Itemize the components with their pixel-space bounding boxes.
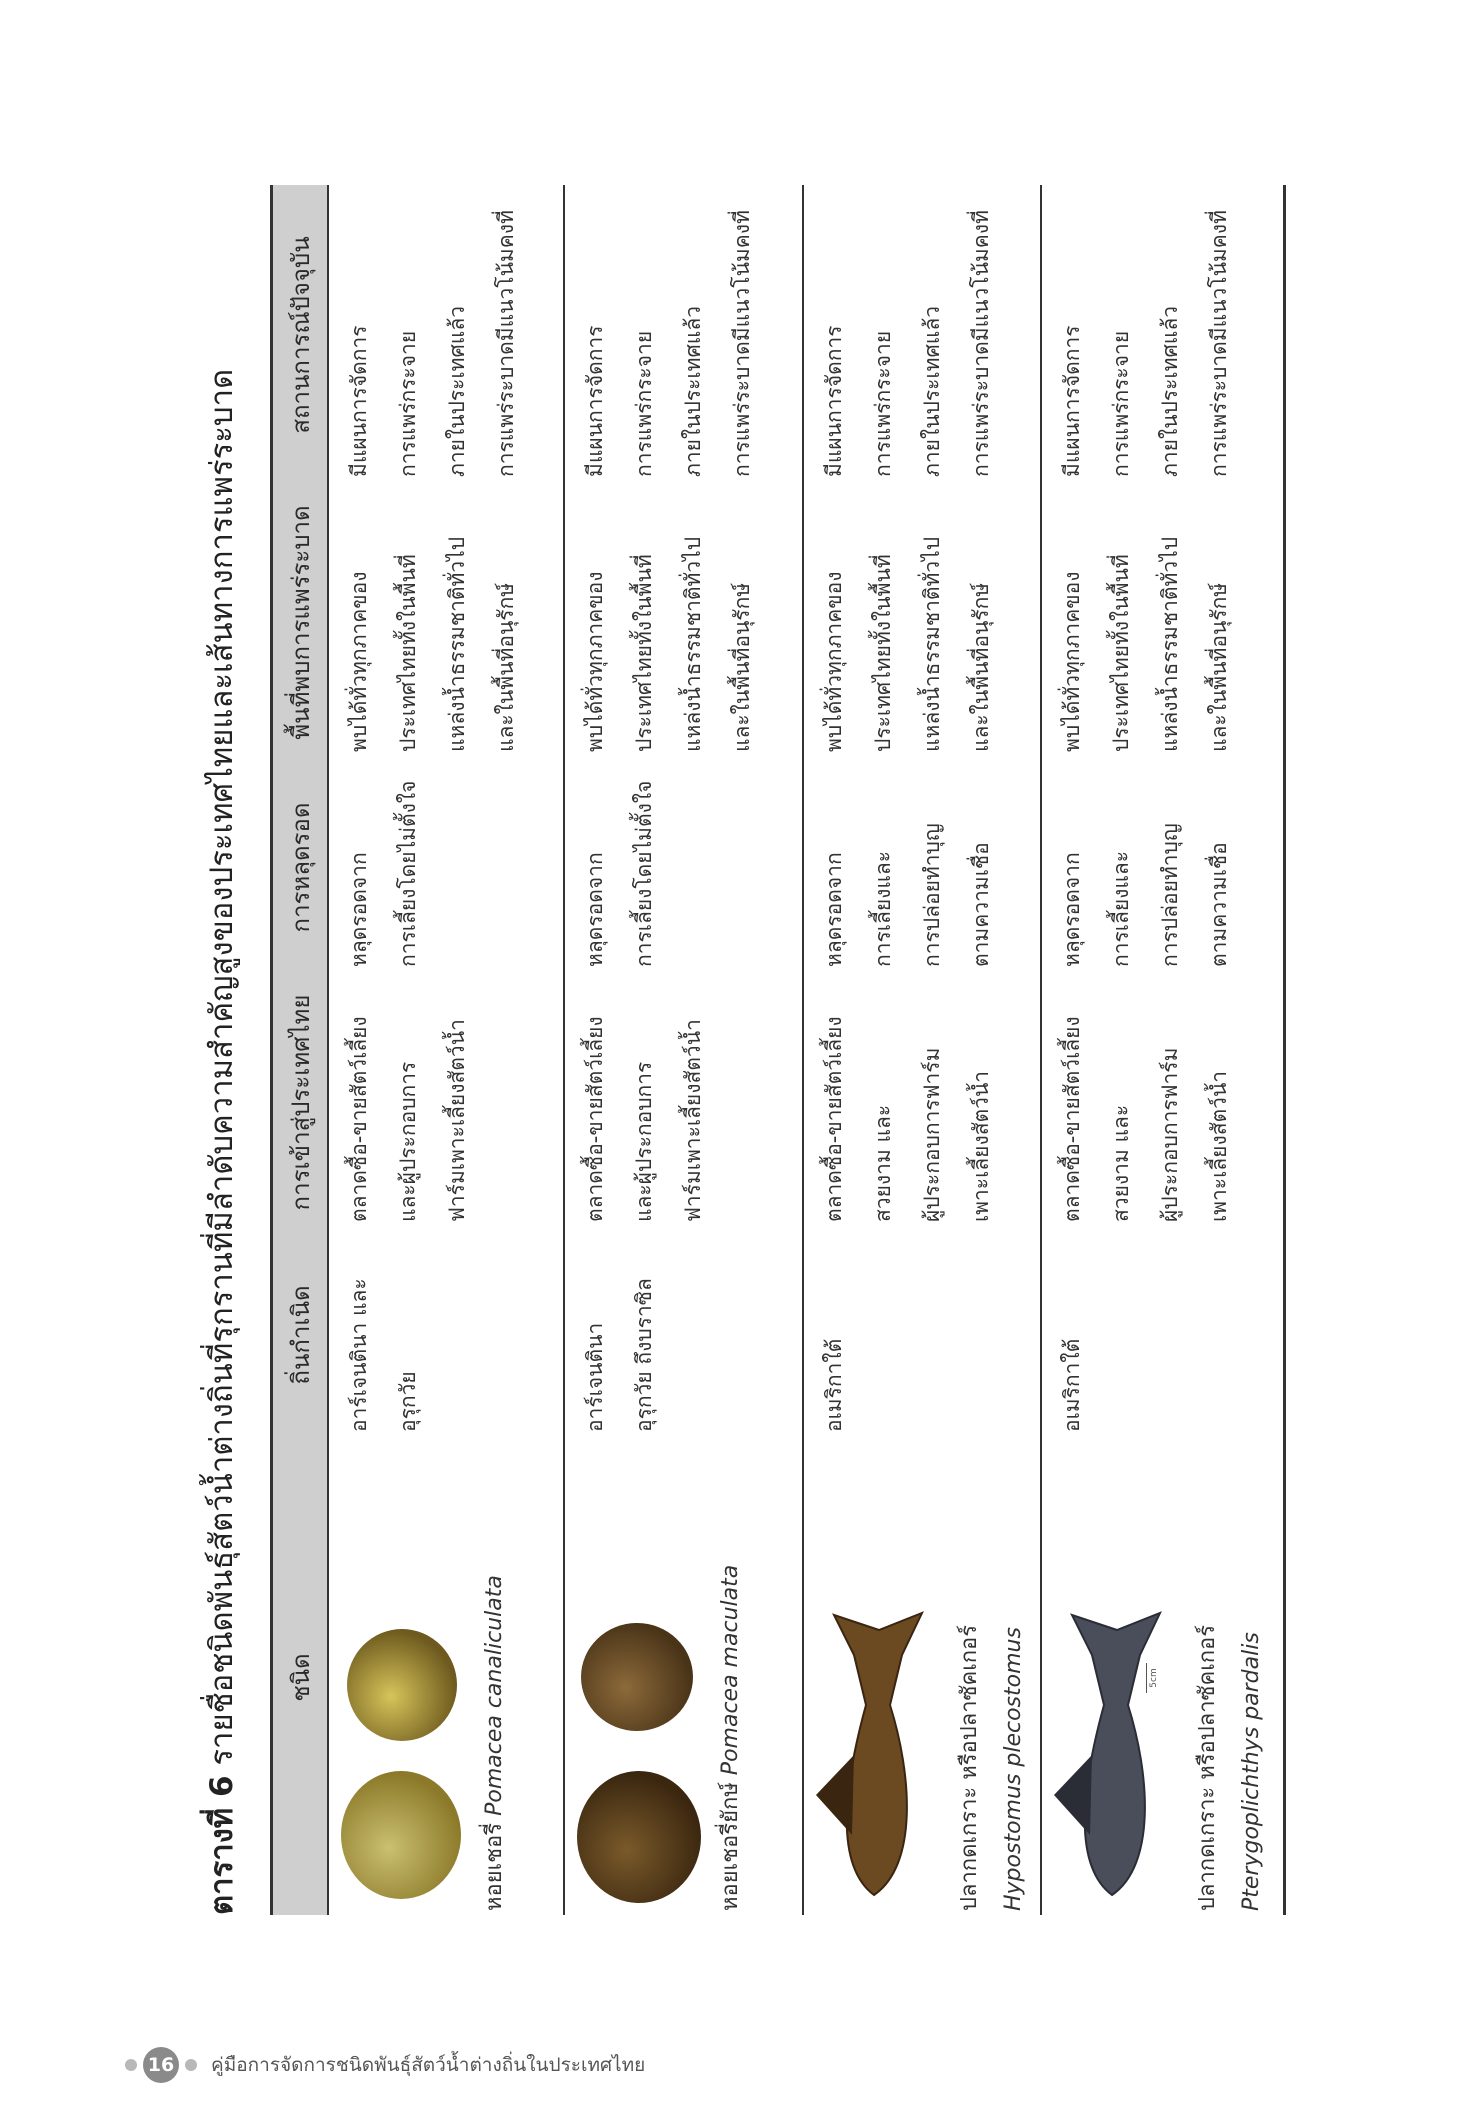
escape-line: การเลี้ยงและ [1109,850,1133,967]
entry-line: สวยงาม และ [871,1104,895,1222]
area-line: แหล่งน้ำธรรมชาติทั่วไป [445,536,469,752]
entry-line: ผู้ประกอบการฟาร์ม [920,1047,944,1222]
entry-cell [564,975,803,1230]
footer-text: คู่มือการจัดการชนิดพันธุ์สัตว์น้ำต่างถิ่นในประเทศไทย [211,2054,646,2076]
status-line: ภายในประเทศแล้ว [681,306,705,477]
origin-line: อุรุกวัย [396,1371,420,1432]
origin-line: อเมริกาใต้ [822,1338,846,1432]
header-escape: การหลุดรอด [272,760,329,975]
header-entry: การเข้าสู่ประเทศไทย [272,975,329,1230]
common-name: ปลากดเกราะ หรือปลาซัคเกอร์ [957,1624,982,1911]
scale-label: 5cm [1146,1663,1160,1693]
status-cell [564,185,803,485]
status-line: การแพร่กระจาย [1109,330,1133,477]
escape-cell [803,760,1041,975]
area-line: ประเทศไทยทั้งในพื้นที่ [632,554,656,752]
area-line: และในพื้นที่อนุรักษ์ [730,582,754,752]
table-caption [190,369,254,1915]
status-cell [803,185,1041,485]
species-photos [571,1448,709,1911]
table-row [1041,185,1284,1915]
species-cell [328,1440,564,1915]
species-cell [803,1440,1041,1915]
status-line: การแพร่ระบาดมีแนวโน้มคงที่ [494,210,518,477]
page-number: 16 [143,2047,179,2083]
escape-cell [564,760,803,975]
escape-line: หลุดรอดจาก [822,852,846,967]
species-name [948,1448,1036,1911]
species-photos [1048,1448,1186,1911]
status-line: มีแผนการจัดการ [1060,325,1084,477]
status-line: ภายในประเทศแล้ว [1158,306,1182,477]
entry-line: ตลาดซื้อ-ขายสัตว์เลี้ยง [347,1016,371,1222]
scientific-name: Pterygoplichthys pardalis [1239,1632,1264,1911]
scientific-name: Hypostomus plecostomus [1001,1627,1026,1911]
area-line: แหล่งน้ำธรรมชาติทั่วไป [681,536,705,752]
entry-cell [1041,975,1284,1230]
escape-line: การเลี้ยงโดยไม่ตั้งใจ [632,780,656,967]
footer-dot [125,2059,137,2071]
table-row [803,185,1041,1915]
area-line: และในพื้นที่อนุรักษ์ [1207,582,1231,752]
entry-line: ผู้ประกอบการฟาร์ม [1158,1047,1182,1222]
status-cell [328,185,564,485]
footer-dot [185,2059,197,2071]
origin-cell [1041,1230,1284,1440]
caption-label: ตารางที่ 6 [204,1775,240,1915]
origin-line: อเมริกาใต้ [1060,1338,1084,1432]
area-line: แหล่งน้ำธรรมชาติทั่วไป [920,536,944,752]
common-name: ปลากดเกราะ หรือปลาซัคเกอร์ [1195,1624,1220,1911]
escape-line: ตามความเชื่อ [1207,842,1231,967]
entry-line: ตลาดซื้อ-ขายสัตว์เลี้ยง [583,1016,607,1222]
area-line: พบได้ทั่วทุกภาคของ [822,571,846,752]
entry-cell [328,975,564,1230]
origin-line: อาร์เจนตินา และ [347,1278,371,1432]
status-line: การแพร่ระบาดมีแนวโน้มคงที่ [969,210,993,477]
status-line: การแพร่กระจาย [871,330,895,477]
rotated-table-block [190,185,1264,1915]
area-cell [328,485,564,760]
species-name [709,1448,753,1911]
status-cell [1041,185,1284,485]
table-row [564,185,803,1915]
snail-photo [581,1623,693,1731]
area-cell [564,485,803,760]
table-row [328,185,564,1915]
species-table [270,185,1286,1915]
snail-photo [341,1771,461,1899]
area-line: พบได้ทั่วทุกภาคของ [1060,571,1084,752]
common-name: หอยเชอรี่ยักษ์ [718,1782,743,1911]
scientific-name: Pomacea canaliculata [482,1575,507,1816]
status-line: การแพร่ระบาดมีแนวโน้มคงที่ [1207,210,1231,477]
entry-line: สวยงาม และ [1109,1104,1133,1222]
origin-line: อุรุกวัย ถึงบราซิล [632,1278,656,1432]
area-line: ประเทศไทยทั้งในพื้นที่ [396,554,420,752]
page-footer [125,2045,645,2085]
entry-cell [803,975,1041,1230]
area-line: แหล่งน้ำธรรมชาติทั่วไป [1158,536,1182,752]
entry-line: เพาะเลี้ยงสัตว์น้ำ [969,1070,993,1222]
entry-line: เพาะเลี้ยงสัตว์น้ำ [1207,1070,1231,1222]
escape-cell [1041,760,1284,975]
scientific-name: Pomacea maculata [718,1564,743,1776]
species-name [1186,1448,1274,1911]
species-cell [564,1440,803,1915]
origin-cell [564,1230,803,1440]
status-line: การแพร่ระบาดมีแนวโน้มคงที่ [730,210,754,477]
status-line: ภายในประเทศแล้ว [920,306,944,477]
status-line: มีแผนการจัดการ [583,325,607,477]
escape-line: การเลี้ยงโดยไม่ตั้งใจ [396,780,420,967]
header-origin: ถิ่นกำเนิด [272,1230,329,1440]
entry-line: ฟาร์มเพาะเลี้ยงสัตว์น้ำ [445,1019,469,1222]
escape-line: การเลี้ยงและ [871,850,895,967]
status-line: ภายในประเทศแล้ว [445,306,469,477]
status-line: มีแผนการจัดการ [822,325,846,477]
origin-cell [803,1230,1041,1440]
entry-line: ตลาดซื้อ-ขายสัตว์เลี้ยง [822,1016,846,1222]
entry-line: ตลาดซื้อ-ขายสัตว์เลี้ยง [1060,1016,1084,1222]
area-line: พบได้ทั่วทุกภาคของ [347,571,371,752]
escape-line: การปล่อยทำบุญ [920,823,944,967]
header-status: สถานการณ์ปัจจุบัน [272,185,329,485]
escape-cell [328,760,564,975]
area-cell [803,485,1041,760]
area-line: พบได้ทั่วทุกภาคของ [583,571,607,752]
species-photos [810,1448,948,1911]
area-line: และในพื้นที่อนุรักษ์ [969,582,993,752]
species-name [473,1448,517,1911]
status-line: มีแผนการจัดการ [347,325,371,477]
escape-line: หลุดรอดจาก [347,852,371,967]
caption-text: รายชื่อชนิดพันธุ์สัตว์น้ำต่างถิ่นที่รุกรานที่มีลำดับความสำคัญสูงของประเทศไทยและเส้นทางการแพร่ระบาด [204,368,240,1766]
table-header-row [272,185,329,1915]
snail-photo [347,1629,457,1741]
escape-line: การปล่อยทำบุญ [1158,823,1182,967]
area-cell [1041,485,1284,760]
escape-line: หลุดรอดจาก [583,852,607,967]
common-name: หอยเชอรี่ [482,1822,507,1911]
status-line: การแพร่กระจาย [632,330,656,477]
escape-line: หลุดรอดจาก [1060,852,1084,967]
origin-line: อาร์เจนตินา [583,1322,607,1432]
suckermouth-catfish-photo [814,1605,944,1905]
area-line: และในพื้นที่อนุรักษ์ [494,582,518,752]
species-cell [1041,1440,1284,1915]
suckermouth-catfish-photo [1052,1605,1182,1905]
header-area: พื้นที่พบการแพร่ระบาด [272,485,329,760]
entry-line: ฟาร์มเพาะเลี้ยงสัตว์น้ำ [681,1019,705,1222]
area-line: ประเทศไทยทั้งในพื้นที่ [1109,554,1133,752]
species-photos [335,1448,473,1911]
escape-line: ตามความเชื่อ [969,842,993,967]
header-species: ชนิด [272,1440,329,1915]
entry-line: และผู้ประกอบการ [632,1061,656,1222]
status-line: การแพร่กระจาย [396,330,420,477]
area-line: ประเทศไทยทั้งในพื้นที่ [871,554,895,752]
origin-cell [328,1230,564,1440]
entry-line: และผู้ประกอบการ [396,1061,420,1222]
snail-photo [577,1771,701,1903]
